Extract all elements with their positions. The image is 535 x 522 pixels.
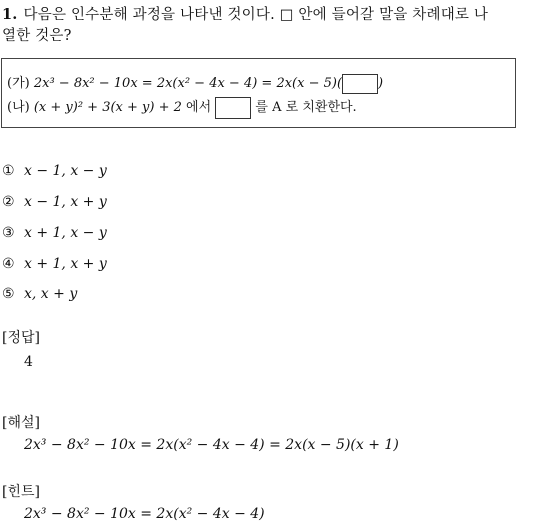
question-text-1: 다음은 인수분해 과정을 나타낸 것이다. □ 안에 들어갈 말을 차례대로 나: [23, 7, 489, 23]
problem-box: [1, 58, 516, 128]
box-row-2: [7, 96, 357, 119]
choice-4-mark: ④: [2, 256, 15, 272]
row1-expression: 2x³ − 8x² − 10x = 2x(x² − 4x − 4) = 2x(x − 5)(: [33, 76, 343, 91]
choice-3-mark: ③: [2, 225, 15, 241]
hint-body: 2x³ − 8x² − 10x = 2x(x² − 4x − 4): [24, 506, 265, 522]
choice-1-text: x − 1, x − y: [24, 163, 107, 179]
answer-value: 4: [24, 354, 33, 370]
choice-2-text: x − 1, x + y: [24, 194, 107, 210]
answer-title: [정답]: [2, 330, 40, 346]
question-text-2: 열한 것은?: [2, 28, 72, 44]
choice-1[interactable]: [2, 163, 107, 179]
question-line-2: [2, 24, 72, 45]
choice-3-text: x + 1, x − y: [24, 225, 107, 241]
choice-5-mark: ⑤: [2, 286, 15, 302]
choice-5[interactable]: [2, 286, 77, 302]
row1-close-paren: ): [378, 76, 384, 91]
choice-4[interactable]: [2, 256, 107, 272]
row2-mid-text: 에서: [186, 100, 212, 115]
question-number: 1.: [2, 6, 18, 23]
choice-1-mark: ①: [2, 163, 15, 179]
explanation-title: [해설]: [2, 415, 40, 431]
answer-blank-1: [342, 74, 378, 94]
hint-title: [힌트]: [2, 484, 40, 500]
choice-4-text: x + 1, x + y: [24, 256, 107, 272]
box-row-1: [7, 72, 383, 94]
answer-blank-2: [215, 97, 251, 119]
choice-5-text: x, x + y: [24, 286, 78, 302]
row2-label: (나): [7, 100, 30, 115]
row2-expression: (x + y)² + 3(x + y) + 2: [33, 100, 182, 115]
row1-label: (가): [7, 76, 30, 91]
choice-3[interactable]: [2, 225, 107, 241]
choice-2[interactable]: [2, 194, 107, 210]
question-line-1: [2, 3, 488, 24]
explanation-body: 2x³ − 8x² − 10x = 2x(x² − 4x − 4) = 2x(x − 5)(x + 1): [24, 437, 399, 453]
choice-2-mark: ②: [2, 194, 15, 210]
row2-tail-text: 를 A 로 치환한다.: [255, 100, 357, 115]
